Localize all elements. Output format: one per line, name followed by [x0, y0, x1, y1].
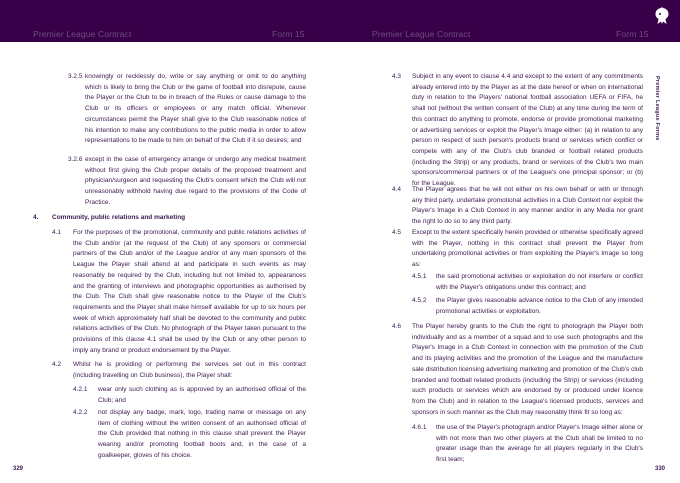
clause-text: Except to the extent specifically herein provided or otherwise specifically agreed with the Player, nothing in this contract shall prevent the Player from undertaking promotional activities or from exploiting the Player's Image so long as:	[412, 229, 643, 269]
left-header-title: Premier League Contract	[33, 29, 132, 39]
clause-4-1	[52, 228, 306, 356]
section-4-heading: Community, public relations and marketing	[52, 214, 186, 221]
clause-number: 4.2.1	[73, 386, 88, 393]
clause-number: 4.5.1	[412, 273, 427, 280]
clause-4-2-2	[73, 408, 306, 462]
premier-league-lion-icon	[652, 6, 672, 26]
clause-text: wear only such clothing as is approved by an authorised official of the Club; and	[98, 386, 306, 404]
clause-4-5-1	[412, 272, 643, 293]
clause-3-2-5	[68, 72, 306, 147]
clause-4-4	[392, 185, 643, 228]
section-4-number: 4.	[33, 214, 39, 221]
right-header-form: Form 15	[616, 29, 649, 39]
clause-text: The Player hereby grants to the Club the right to photograph the Player both individually and as a member of a squad and to use such photographs and the Player's Image in a Club Context in connection with the promotion of the Club and its playing activities and the promotion of the League and the manufacture sale distribution licensing advertising marketing and promotion of the Club's club branded and football related products (including the Strip) or services (including such products or services which are endorsed by or produced under licence from the Club) and in relation to the League's licensed products, services and sponsors in such manner as the Club may reasonably think fit so long as:	[412, 323, 643, 416]
left-header-form: Form 15	[272, 29, 305, 39]
clause-4-6	[392, 322, 643, 418]
clause-text: For the purposes of the promotional, community and public relations activities of the Club and/or (at the request of the Club) of any sponsors or commercial partners of the Club and/or of the League and/or of any main sponsors of the League the Player shall attend at and participate in such events as may reasonably be required by the Club, including but not limited to, appearances and the granting of interviews and photographic opportunities as authorised by the Club. The Club shall give reasonable notice to the Player of the Club's requirements and the Player shall make himself available for up to six hours per week of which approximately half shall be devoted to the community and public relations activities of the Club. No photograph of the Player taken pursuant to the provisions of this clause 4.1 shall be used by the Club or any other person to imply any brand or product endorsement by the Player.	[73, 229, 306, 354]
clause-number: 4.4	[392, 186, 402, 193]
right-page-number: 330	[655, 466, 666, 472]
clause-number: 4.6	[392, 323, 402, 330]
clause-text: the use of the Player's photograph and/or Player's Image either alone or with not more than two other players at the Club shall be limited to no greater usage than the average for all players regularly in the Club's first team;	[436, 424, 643, 464]
clause-4-5-2	[412, 296, 643, 317]
clause-text: the said promotional activities or exploitation do not interfere or conflict with the Player's obligations under this contract; and	[436, 273, 643, 291]
clause-4-2-1	[73, 385, 306, 406]
clause-number: 4.5	[392, 229, 402, 236]
clause-number: 4.5.2	[412, 297, 427, 304]
clause-number: 4.6.1	[412, 424, 427, 431]
clause-4-5	[392, 228, 643, 271]
clause-4-3	[392, 72, 643, 190]
clause-text: Subject in any event to clause 4.4 and except to the extent of any commitments already entered into by the Player as at the date hereof or when on international duty in relation to the Players' national football association UEFA or FIFA, he shall not (without the written consent of the Club) at any time during the term of this contract do anything to promote, endorse or provide promotional marketing or advertising services or exploit the Player's Image either: (a) in relation to any person in respect of such person's products brand or services which conflict or compete with any of the Club's club branded or football related products (including the Strip) or any products, brand or services of the Club's two main sponsors/commercial partners or of the League's one principal sponsor; or (b) for the League.	[412, 73, 643, 188]
clause-3-2-6	[68, 155, 306, 209]
clause-text: not display any badge, mark, logo, trading name or message on any item of clothing without the written consent of an authorised official of the Club provided that nothing in this clause shall prevent the Player wearing and/or promoting football boots and, in the case of a goalkeeper, gloves of his choice.	[98, 409, 306, 459]
clause-number: 4.1	[52, 229, 62, 236]
clause-text: except in the case of emergency arrange or undergo any medical treatment without first giving the Club proper details of the proposed treatment and physician/surgeon and requesting the Club's consent which the Club will not unreasonably withhold having due regard to the provisions of the Code of Practice.	[85, 156, 306, 206]
side-tab-label: Premier League Forms	[654, 76, 660, 141]
clause-text: knowingly or recklessly do, write or say anything or omit to do anything which is likely to bring the Club or the game of football into disrepute, cause the Player or the Club to be in breach of the Rules or cause damage to the Club or its officers or employees or any match official. Whenever circumstances permit the Player shall give to the Club reasonable notice of his intention to make any contributions to the public media in order to allow representations to be made to him on behalf of the Club if it so desires; and	[85, 73, 306, 145]
clause-number: 4.2.2	[73, 409, 88, 416]
clause-number: 4.2	[52, 361, 62, 368]
clause-number: 3.2.5	[68, 73, 83, 80]
right-header-title: Premier League Contract	[372, 29, 471, 39]
clause-number: 3.2.6	[68, 156, 83, 163]
clause-4-6-1	[412, 423, 643, 466]
clause-text: the Player gives reasonable advance notice to the Club of any intended promotional activities or exploitation.	[436, 297, 643, 315]
clause-text: Whilst he is providing or performing the services set out in this contract (including travelling on Club business), the Player shall:	[73, 361, 306, 379]
clause-text: The Player agrees that he will not either on his own behalf or with or through any third party, undertake promotional activities in a Club Context nor exploit the Player's Image in a Club Context in any manner and/or in any Media nor grant the right to do so to any third party.	[412, 186, 643, 226]
left-page-number: 329	[13, 466, 24, 472]
clause-number: 4.3	[392, 73, 402, 80]
clause-4-2	[52, 360, 306, 381]
